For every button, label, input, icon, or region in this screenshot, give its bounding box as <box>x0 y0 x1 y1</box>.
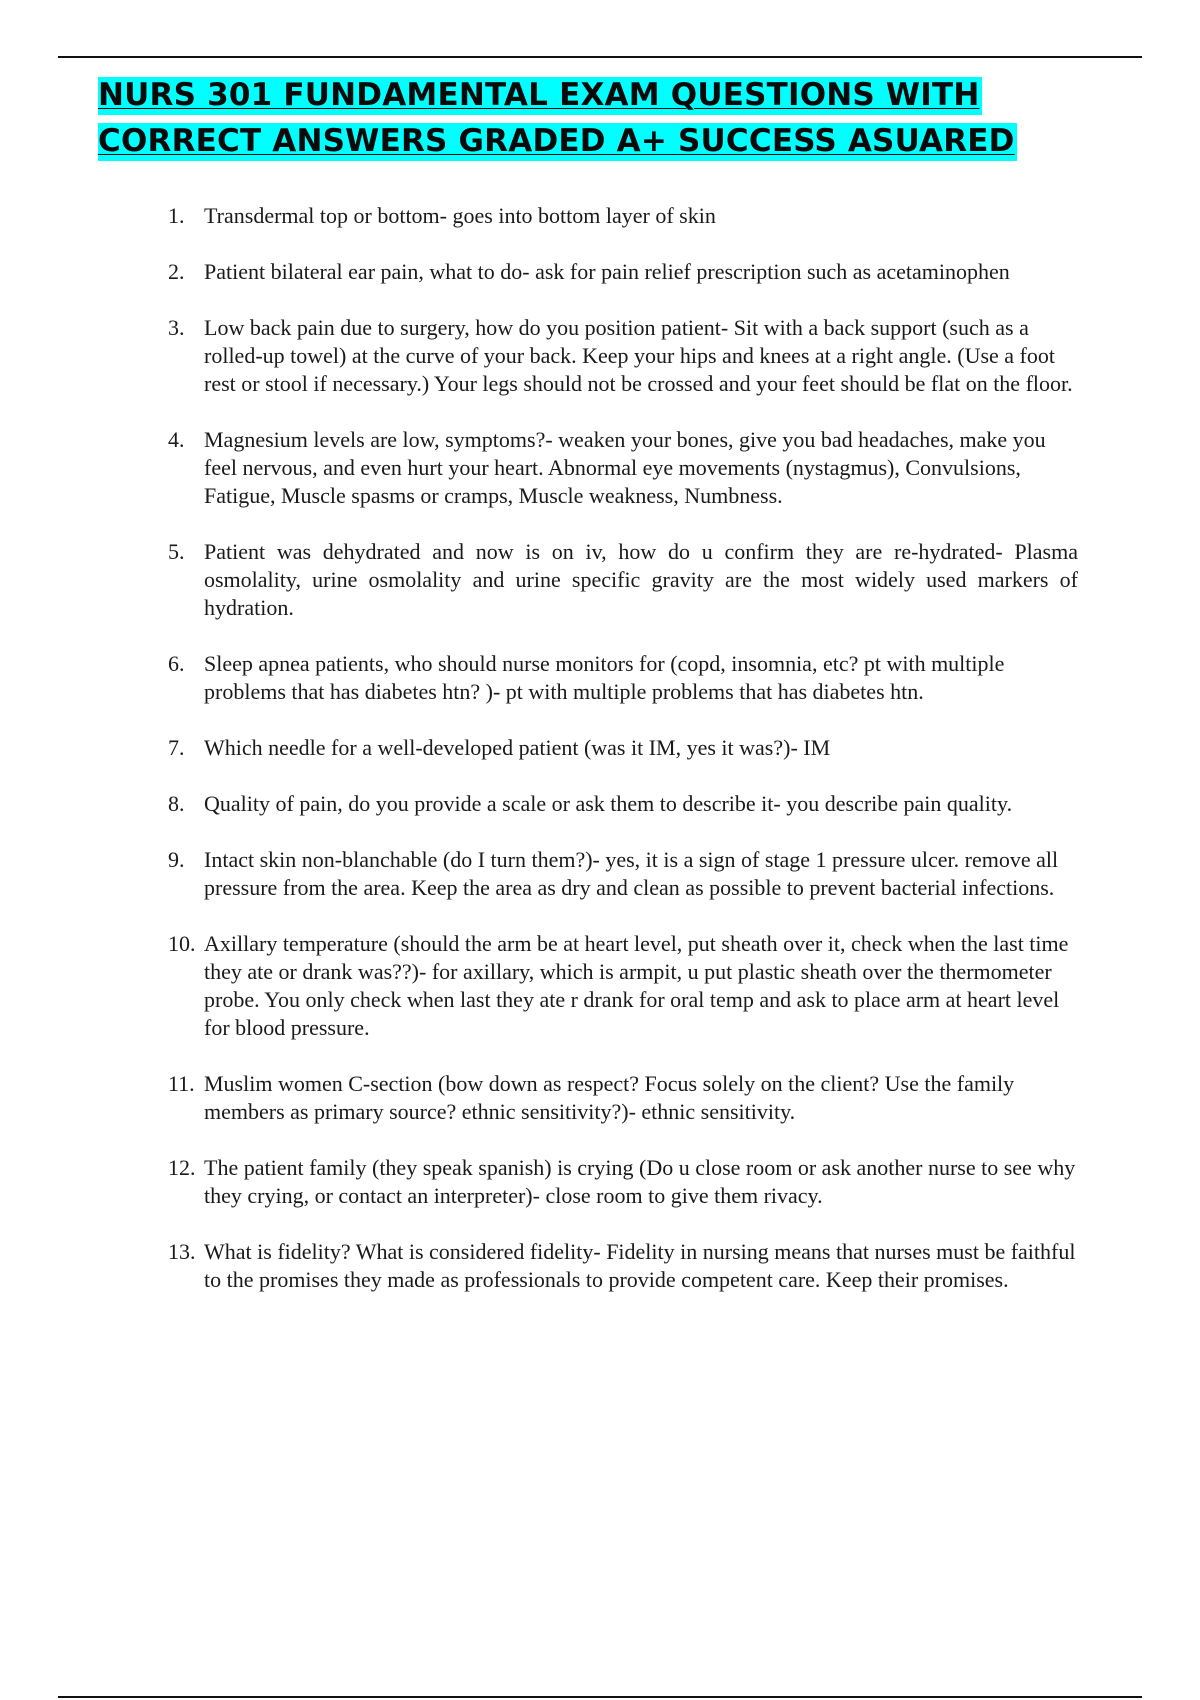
question-number: 12. <box>168 1155 196 1180</box>
title-line-1: NURS 301 FUNDAMENTAL EXAM QUESTIONS WITH <box>98 77 980 113</box>
question-item-5 <box>168 538 1078 622</box>
question-text: Which needle for a well-developed patient (was it IM, yes it was?)- IM <box>204 735 831 760</box>
question-item-13 <box>168 1238 1078 1294</box>
question-number: 3. <box>168 315 185 340</box>
question-item-1 <box>168 202 1078 230</box>
question-number: 8. <box>168 791 185 816</box>
question-text: Quality of pain, do you provide a scale or ask them to describe it- you describe pain quality. <box>204 791 1013 816</box>
question-item-7 <box>168 734 1078 762</box>
question-number: 10. <box>168 931 196 956</box>
question-number: 2. <box>168 259 185 284</box>
question-text: Magnesium levels are low, symptoms?- weaken your bones, give you bad headaches, make you feel nervous, and even hurt your heart. Abnormal eye movements (nystagmus), Convulsions, Fatigue, Muscle spasms or cramps, Muscle weakness, Numbness. <box>204 427 1046 508</box>
question-number: 5. <box>168 539 185 564</box>
title-line-2: CORRECT ANSWERS GRADED A+ SUCCESS ASUARED <box>98 123 1015 159</box>
question-item-9 <box>168 846 1078 902</box>
question-text: Muslim women C-section (bow down as respect? Focus solely on the client? Use the family members as primary source? ethnic sensitivity?)- ethnic sensitivity. <box>204 1071 1015 1124</box>
question-text: Patient bilateral ear pain, what to do- ask for pain relief prescription such as acetaminophen <box>204 259 1010 284</box>
question-item-4 <box>168 426 1078 510</box>
question-item-8 <box>168 790 1078 818</box>
question-item-12 <box>168 1154 1078 1210</box>
question-item-10 <box>168 930 1078 1042</box>
question-number: 7. <box>168 735 185 760</box>
question-text: Patient was dehydrated and now is on iv, how do u confirm they are re-hydrated- Plasma osmolality, urine osmolality and urine specific gravity are the most widely used markers of hydration. <box>204 539 1078 620</box>
question-text: Low back pain due to surgery, how do you position patient- Sit with a back support (such as a rolled-up towel) at the curve of your back. Keep your hips and knees at a right angle. (Use a foot rest or stool if necessary.) Your legs should not be crossed and your feet should be flat on the floor. <box>204 315 1073 396</box>
question-item-11 <box>168 1070 1078 1126</box>
question-text: Sleep apnea patients, who should nurse monitors for (copd, insomnia, etc? pt with multiple problems that has diabetes htn? )- pt with multiple problems that has diabetes htn. <box>204 651 1005 704</box>
top-rule <box>58 56 1142 58</box>
question-text: Intact skin non-blanchable (do I turn them?)- yes, it is a sign of stage 1 pressure ulcer. remove all pressure from the area. Keep the area as dry and clean as possible to prevent bacterial infections. <box>204 847 1059 900</box>
question-text: Transdermal top or bottom- goes into bottom layer of skin <box>204 203 716 228</box>
document-title <box>98 72 1078 164</box>
question-list <box>168 202 1078 1322</box>
question-text: What is fidelity? What is considered fidelity- Fidelity in nursing means that nurses must be faithful to the promises they made as professionals to provide competent care. Keep their promises. <box>204 1239 1076 1292</box>
question-text: Axillary temperature (should the arm be at heart level, put sheath over it, check when the last time they ate or drank was??)- for axillary, which is armpit, u put plastic sheath over the thermometer probe. You only check when last they ate r drank for oral temp and ask to place arm at heart level for blood pressure. <box>204 931 1069 1040</box>
question-item-6 <box>168 650 1078 706</box>
question-text: The patient family (they speak spanish) is crying (Do u close room or ask another nurse to see why they crying, or contact an interpreter)- close room to give them rivacy. <box>204 1155 1076 1208</box>
question-number: 6. <box>168 651 185 676</box>
question-number: 4. <box>168 427 185 452</box>
question-number: 1. <box>168 203 185 228</box>
question-number: 9. <box>168 847 185 872</box>
bottom-rule <box>58 1696 1142 1698</box>
question-number: 11. <box>168 1071 195 1096</box>
question-item-2 <box>168 258 1078 286</box>
question-item-3 <box>168 314 1078 398</box>
question-number: 13. <box>168 1239 196 1264</box>
